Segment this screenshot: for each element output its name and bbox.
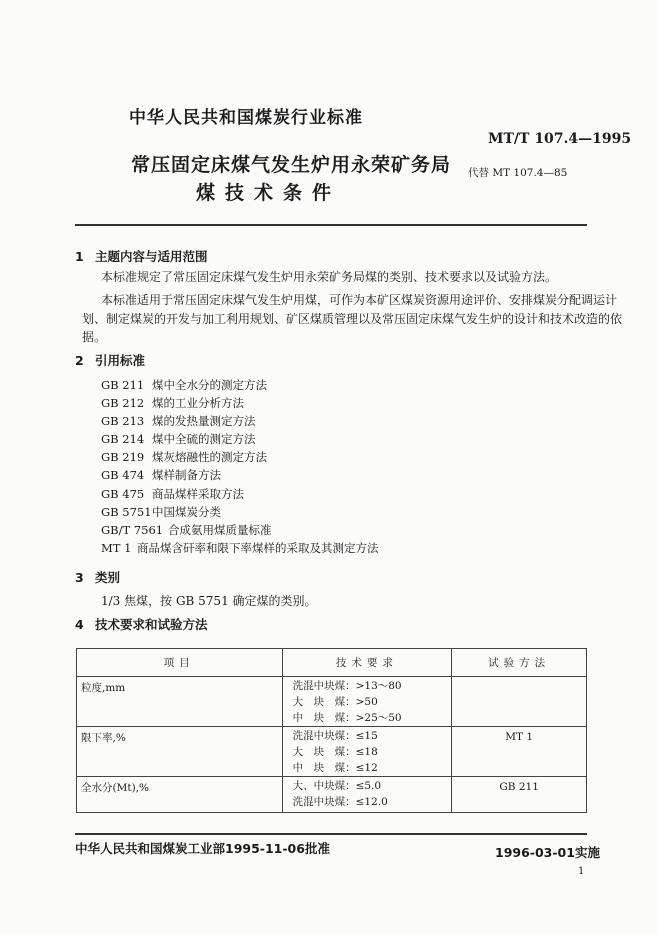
requirement-line: 大 块 煤：≤18 bbox=[292, 746, 378, 758]
section-title: 类别 bbox=[95, 570, 121, 585]
reference-code: GB 474 bbox=[101, 468, 145, 483]
reference-code: GB 212 bbox=[101, 396, 145, 411]
technical-requirements-table bbox=[76, 648, 587, 813]
reference-code: GB 219 bbox=[101, 450, 145, 465]
requirement-line: 洗混中块煤：>13～80 bbox=[292, 680, 402, 692]
reference-item bbox=[101, 448, 379, 466]
section-1-paragraph-2-line-2: 划、制定煤炭的开发与加工利用规划、矿区煤质管理以及常压固定床煤气发生炉的设计和技术改造的依 bbox=[82, 312, 623, 326]
reference-item bbox=[101, 394, 379, 412]
reference-name: 煤样制备方法 bbox=[152, 468, 221, 483]
reference-item bbox=[101, 466, 379, 484]
column-header-item: 项目 bbox=[77, 649, 283, 677]
table-header-row bbox=[77, 649, 587, 677]
column-header-requirement: 技术要求 bbox=[282, 649, 452, 677]
reference-code: GB 214 bbox=[101, 432, 145, 447]
table-row bbox=[77, 677, 587, 727]
standard-code: MT/T 107.4—1995 bbox=[488, 131, 632, 147]
requirement-line: 洗混中块煤：≤15 bbox=[292, 730, 378, 742]
requirement-line: 大 块 煤：>50 bbox=[292, 696, 378, 708]
reference-list bbox=[101, 376, 379, 557]
item-cell: 粒度,mm bbox=[77, 677, 283, 727]
replaces-standard: 代替 MT 107.4—85 bbox=[468, 167, 568, 179]
document-title-line2: 煤技术条件 bbox=[196, 182, 342, 204]
column-header-test-method: 试验方法 bbox=[452, 649, 587, 677]
requirement-line: 中 块 煤：≤12 bbox=[292, 762, 378, 774]
reference-item bbox=[101, 430, 379, 448]
reference-item bbox=[101, 485, 379, 503]
issuing-authority-title: 中华人民共和国煤炭行业标准 bbox=[129, 108, 363, 128]
reference-item bbox=[101, 521, 379, 539]
requirement-line: 中 块 煤：>25～50 bbox=[292, 712, 402, 724]
section-3-paragraph: 1/3 焦煤，按 GB 5751 确定煤的类别。 bbox=[101, 594, 317, 608]
section-title: 引用标准 bbox=[95, 353, 146, 368]
reference-name: 商品煤样采取方法 bbox=[152, 486, 244, 501]
section-number: 4 bbox=[75, 617, 84, 632]
reference-item bbox=[101, 503, 379, 521]
section-number: 3 bbox=[75, 570, 84, 585]
section-4-heading bbox=[75, 615, 208, 633]
table-row bbox=[77, 777, 587, 813]
reference-code: GB 211 bbox=[101, 378, 145, 392]
section-number: 1 bbox=[75, 249, 84, 264]
method-cell bbox=[452, 727, 587, 777]
reference-name: 煤中全硫的测定方法 bbox=[152, 432, 256, 447]
method-cell bbox=[452, 677, 587, 727]
table-row bbox=[77, 727, 587, 777]
header-divider bbox=[75, 224, 587, 226]
section-number: 2 bbox=[75, 353, 84, 368]
reference-name: 煤中全水分的测定方法 bbox=[152, 378, 267, 392]
reference-item bbox=[101, 412, 379, 430]
requirement-cell bbox=[282, 677, 452, 727]
section-1-paragraph-1: 本标准规定了常压固定床煤气发生炉用永荣矿务局煤的类别、技术要求以及试验方法。 bbox=[101, 270, 558, 284]
section-1-paragraph-2-line-1: 本标准适用于常压固定床煤气发生炉用煤，可作为本矿区煤炭资源用途评价、安排煤炭分配调运计 bbox=[101, 293, 618, 307]
reference-item bbox=[101, 376, 379, 394]
reference-code: GB 213 bbox=[101, 414, 145, 429]
requirement-line: 大、中块煤：≤5.0 bbox=[292, 780, 382, 792]
section-2-heading bbox=[75, 351, 145, 369]
item-cell: 限下率,% bbox=[77, 727, 283, 777]
footer-divider bbox=[75, 833, 587, 835]
reference-name: 煤灰熔融性的测定方法 bbox=[152, 450, 267, 465]
requirement-cell bbox=[282, 727, 452, 777]
reference-code: MT 1 bbox=[101, 540, 132, 555]
reference-code: GB 5751 bbox=[101, 504, 152, 519]
reference-name: 煤的发热量测定方法 bbox=[152, 414, 256, 429]
reference-name: 煤的工业分析方法 bbox=[152, 396, 244, 411]
method-value: MT 1 bbox=[505, 731, 534, 743]
reference-item bbox=[101, 539, 379, 557]
method-value: GB 211 bbox=[499, 781, 539, 793]
section-title: 主题内容与适用范围 bbox=[95, 249, 208, 264]
reference-name: 合成氨用煤质量标准 bbox=[168, 522, 272, 537]
reference-code: GB/T 7561 bbox=[101, 522, 164, 537]
reference-name: 中国煤炭分类 bbox=[152, 504, 221, 519]
section-3-heading bbox=[75, 568, 120, 586]
approval-statement: 中华人民共和国煤炭工业部1995-11-06批准 bbox=[75, 841, 330, 856]
section-1-heading bbox=[75, 247, 208, 265]
reference-code: GB 475 bbox=[101, 486, 145, 501]
requirement-cell bbox=[282, 777, 452, 813]
item-cell: 全水分(Mt),% bbox=[77, 777, 283, 813]
document-title-line1: 常压固定床煤气发生炉用永荣矿务局 bbox=[131, 154, 452, 176]
method-cell bbox=[452, 777, 587, 813]
section-1-paragraph-2-line-3: 据。 bbox=[82, 330, 107, 344]
effective-date: 1996-03-01实施 bbox=[495, 845, 600, 860]
section-title: 技术要求和试验方法 bbox=[95, 617, 208, 632]
reference-name: 商品煤含矸率和限下率煤样的采取及其测定方法 bbox=[137, 540, 379, 555]
requirement-line: 洗混中块煤：≤12.0 bbox=[292, 796, 388, 808]
page-number: 1 bbox=[578, 866, 585, 877]
